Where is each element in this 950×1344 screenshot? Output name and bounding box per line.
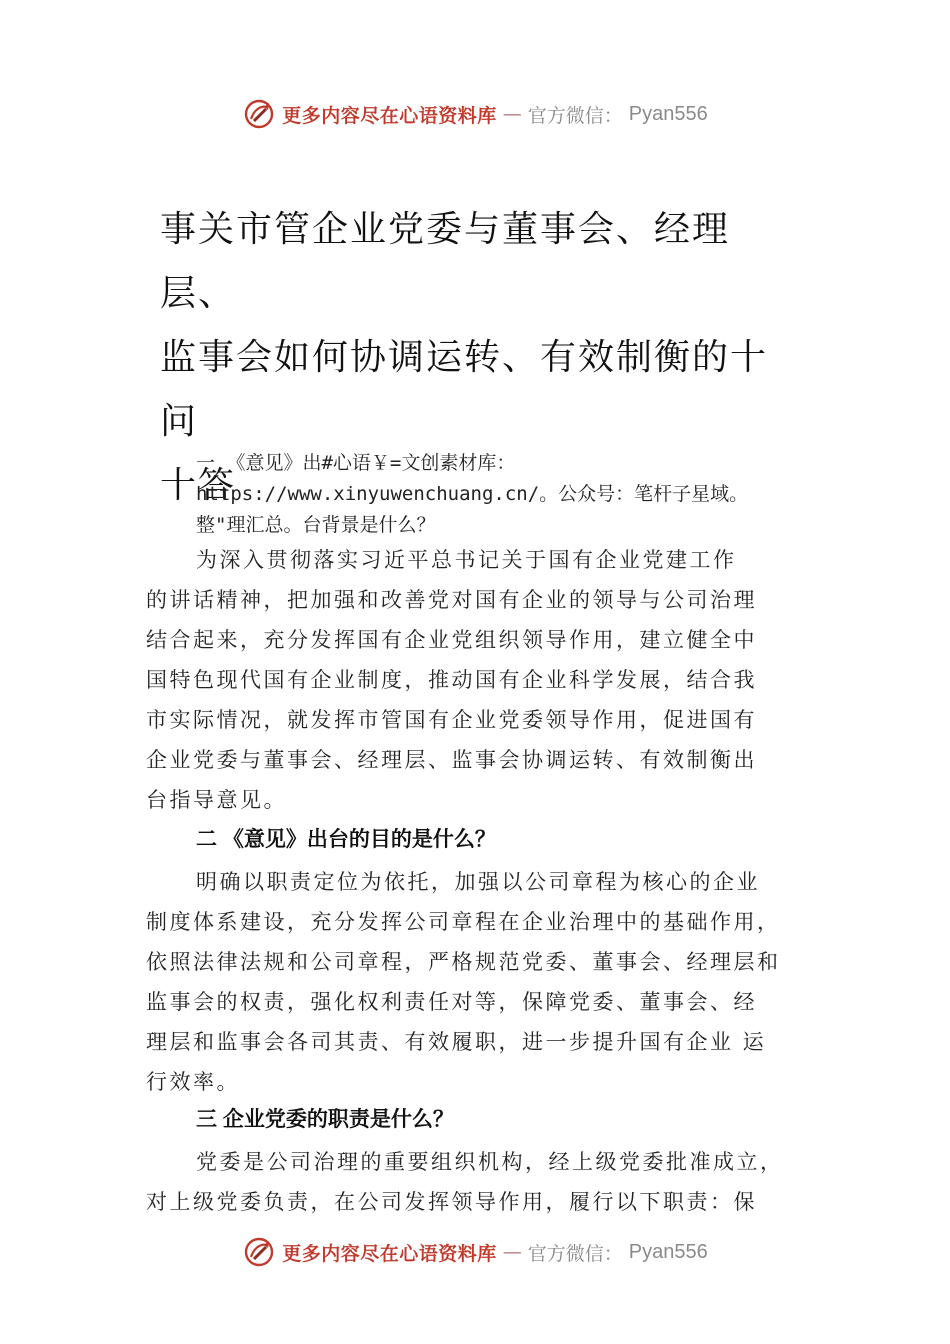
paragraph-line: 企业党委与董事会、经理层、监事会协调运转、有效制衡出 [146, 748, 757, 772]
paragraph-line: 依照法律法规和公司章程，严格规范党委、董事会、经理层和 [146, 950, 781, 974]
paragraph-line: 对上级党委负责，在公司发挥领导作用，履行以下职责：保 [146, 1190, 757, 1214]
brand-logo-icon [242, 97, 276, 131]
title-line: 十答 [160, 465, 237, 506]
q1-line: 一 《意见》出#心语￥=文创素材库： [196, 452, 516, 474]
q1-line: https://www.xinyuwenchuang.cn/。公众号：笔杆子星域。 [196, 483, 749, 505]
brand-text: 更多内容尽在心语资料库 [282, 104, 497, 127]
paragraph-line: 的讲话精神，把加强和改善党对国有企业的领导与公司治理 [146, 588, 757, 612]
question-1-heading [196, 448, 896, 541]
paragraph-line: 行效率。 [146, 1070, 240, 1094]
wechat-id: Pyan556 [628, 102, 708, 125]
paragraph-line: 明确以职责定位为依托，加强以公司章程为核心的企业 [196, 870, 760, 894]
paragraph-3 [146, 1142, 816, 1222]
header-banner [0, 94, 950, 134]
paragraph-line: 理层和监事会各司其责、有效履职，进一步提升国有企业 运 [146, 1030, 767, 1054]
banner-dash: — [502, 1241, 522, 1263]
paragraph-line: 市实际情况，就发挥市管国有企业党委领导作用，促进国有 [146, 708, 757, 732]
wechat-id: Pyan556 [628, 1240, 708, 1263]
question-2-heading: 二 《意见》出台的目的是什么？ [196, 828, 496, 851]
brand-logo-icon [242, 1235, 276, 1269]
paragraph-line: 为深入贯彻落实习近平总书记关于国有企业党建工作 [196, 548, 737, 572]
brand-text: 更多内容尽在心语资料库 [282, 1242, 497, 1265]
paragraph-line: 党委是公司治理的重要组织机构，经上级党委批准成立， [196, 1150, 784, 1174]
paragraph-2 [146, 862, 816, 1102]
paragraph-line: 制度体系建设，充分发挥公司章程在企业治理中的基础作用， [146, 910, 781, 934]
title-line: 事关市管企业党委与董事会、经理层、 [160, 209, 731, 314]
paragraph-line: 国特色现代国有企业制度，推动国有企业科学发展，结合我 [146, 668, 757, 692]
paragraph-1 [146, 540, 816, 820]
paragraph-line: 监事会的权责，强化权利责任对等，保障党委、董事会、经 [146, 990, 757, 1014]
question-3-heading: 三 企业党委的职责是什么？ [196, 1108, 454, 1131]
footer-banner [0, 1232, 950, 1272]
paragraph-line: 结合起来，充分发挥国有企业党组织领导作用，建立健全中 [146, 628, 757, 652]
q1-line: 整"理汇总。台背景是什么？ [196, 514, 436, 536]
banner-dash: — [502, 103, 522, 125]
wechat-label: 官方微信： [527, 104, 623, 127]
title-line: 监事会如何协调运转、有效制衡的十问 [160, 337, 769, 442]
paragraph-line: 台指导意见。 [146, 788, 287, 812]
wechat-label: 官方微信： [527, 1242, 623, 1265]
